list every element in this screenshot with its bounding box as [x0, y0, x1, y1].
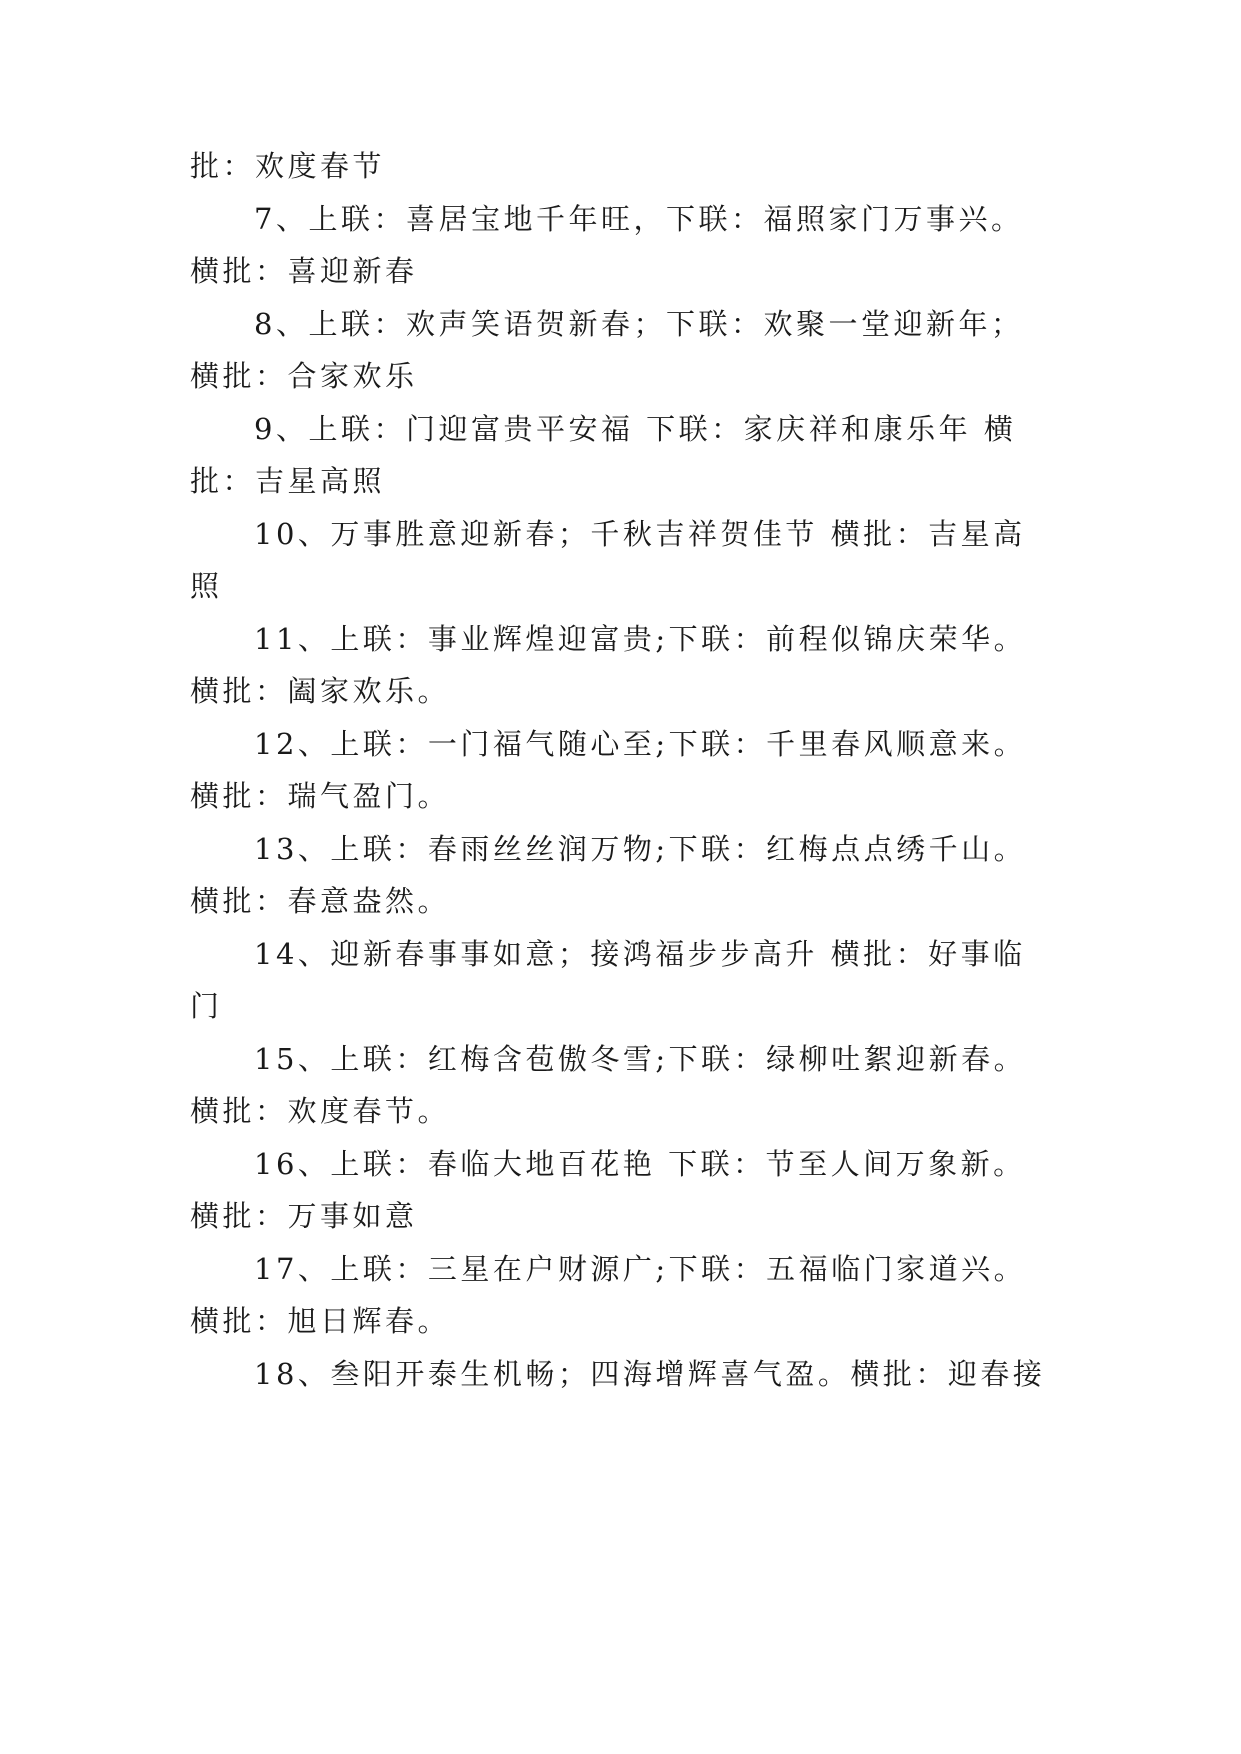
- text-line: 横批：瑞气盈门。: [190, 779, 451, 813]
- text-line: 14、迎新春事事如意；接鸿福步步高升 横批：好事临: [254, 937, 1026, 971]
- text-line: 横批：春意盎然。: [190, 884, 451, 918]
- text-line: 横批：旭日辉春。: [190, 1304, 451, 1338]
- text-line: 批：欢度春节: [190, 149, 386, 183]
- text-line: 12、上联：一门福气随心至;下联：千里春风顺意来。: [254, 727, 1027, 761]
- text-line: 批：吉星高照: [190, 464, 386, 498]
- text-line: 横批：阖家欢乐。: [190, 674, 451, 708]
- text-line: 11、上联：事业辉煌迎富贵;下联：前程似锦庆荣华。: [254, 622, 1027, 656]
- text-line: 9、上联：门迎富贵平安福 下联：家庆祥和康乐年 横: [254, 412, 1017, 446]
- text-line: 18、叁阳开泰生机畅；四海增辉喜气盈。横批：迎春接: [254, 1357, 1046, 1391]
- text-line: 13、上联：春雨丝丝润万物;下联：红梅点点绣千山。: [254, 832, 1027, 866]
- text-line: 照: [190, 569, 223, 603]
- text-line: 17、上联：三星在户财源广;下联：五福临门家道兴。: [254, 1252, 1027, 1286]
- text-line: 16、上联：春临大地百花艳 下联：节至人间万象新。: [254, 1147, 1026, 1181]
- text-line: 8、上联：欢声笑语贺新春；下联：欢聚一堂迎新年；: [254, 307, 1024, 341]
- text-line: 10、万事胜意迎新春；千秋吉祥贺佳节 横批：吉星高: [254, 517, 1026, 551]
- text-line: 横批：喜迎新春: [190, 254, 418, 288]
- text-line: 横批：欢度春节。: [190, 1094, 451, 1128]
- text-line: 7、上联：喜居宝地千年旺，下联：福照家门万事兴。: [254, 202, 1024, 236]
- text-line: 门: [190, 989, 223, 1023]
- text-line: 横批：万事如意: [190, 1199, 418, 1233]
- text-line: 15、上联：红梅含苞傲冬雪;下联：绿柳吐絮迎新春。: [254, 1042, 1027, 1076]
- text-line: 横批：合家欢乐: [190, 359, 418, 393]
